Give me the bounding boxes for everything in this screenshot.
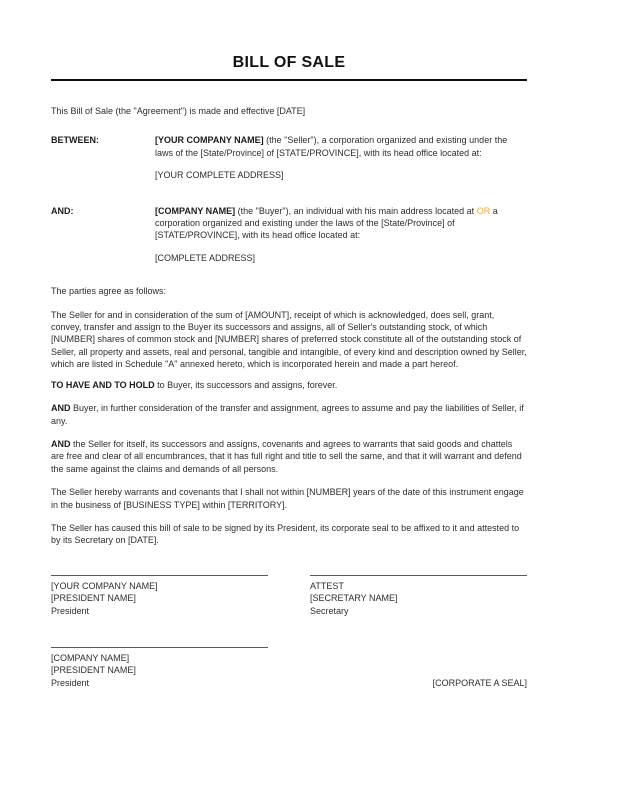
buyer-signature-area (51, 647, 268, 689)
between-section (51, 134, 527, 181)
attest-signature-area (310, 575, 527, 617)
buyer-signature-line (51, 647, 268, 648)
seller-party-description: (the "Seller"), a corporation organized and existing under the laws of the [State/Province] of [STATE/PROVINCE], with its head office located at: (155, 135, 508, 158)
consideration-paragraph (51, 309, 527, 371)
or-highlight: OR (476, 205, 491, 216)
intro-line: This Bill of Sale (the "Agreement") is made and effective [DATE] (51, 106, 306, 116)
noncompete-paragraph (51, 486, 527, 511)
signature-block-2 (51, 647, 527, 689)
secretary-name-line: [SECRETARY NAME] (310, 593, 398, 604)
habendum-text: to Buyer, its successors and assigns, forever. (154, 379, 338, 390)
between-label: BETWEEN: (51, 135, 99, 146)
corporate-seal-area (310, 647, 527, 689)
seller-party-text (155, 134, 527, 159)
execution-text: The Seller has caused this bill of sale to be signed by its President, its corporate seal to be affixed to it and attested to by its Secretary on [DATE]. (51, 522, 520, 546)
consideration-text: The Seller for and in consideration of the sum of [AMOUNT], receipt of which is acknowledged, does sell, grant, convey, transfer and assign to the Buyer its successors and assigns, all of Seller's outstanding stock, of which [NUMBER] shares of common stock and [NUMBER] shares of preferred stock constitute all of the outstanding stock of Seller, all property and assets, real and personal, tangible and intangible, of every kind and description owned by Seller, which are listed in Schedule "A" annexed hereto, which is incorporated herein and made a part hereof. (51, 309, 527, 370)
buyer-company-placeholder: [COMPANY NAME] (155, 205, 236, 216)
habendum-lead: TO HAVE AND TO HOLD (51, 379, 155, 390)
corporate-seal-placeholder: [CORPORATE A SEAL] (432, 677, 527, 688)
buyer-address-placeholder: [COMPLETE ADDRESS] (155, 252, 256, 263)
warranty-text: the Seller for itself, its successors and assigns, covenants and agrees to warrants that said goods and chattels are free and clear of all encumbrances, that it has full right and title to sell the same, and that it will warrant and defend the same against the claims and demands of all persons. (51, 438, 522, 474)
assumption-paragraph (51, 402, 527, 427)
seller-president-name-line: [PRESIDENT NAME] (51, 593, 136, 604)
seller-party-body (155, 134, 527, 181)
assumption-text: Buyer, in further consideration of the transfer and assignment, agrees to assume and pay the liabilities of Seller, if any. (51, 403, 524, 426)
seller-signature-area (51, 575, 268, 617)
execution-paragraph (51, 522, 527, 547)
and-label: AND: (51, 205, 74, 216)
attest-signature-line (310, 575, 527, 576)
buyer-president-title-line: President (51, 677, 90, 688)
warranty-paragraph (51, 438, 527, 475)
habendum-paragraph (51, 379, 527, 391)
title-divider (51, 79, 527, 81)
assumption-lead: AND (51, 403, 71, 414)
seller-president-title-line: President (51, 605, 90, 616)
buyer-party-body (155, 205, 527, 265)
buyer-company-sig-line: [COMPANY NAME] (51, 652, 130, 663)
secretary-title-line: Secretary (310, 605, 349, 616)
seller-signature-line (51, 575, 268, 576)
attest-label-line: ATTEST (310, 580, 344, 591)
agree-line: The parties agree as follows: (51, 286, 167, 297)
warranty-lead: AND (51, 438, 71, 449)
signature-block-1 (51, 575, 527, 617)
noncompete-text: The Seller hereby warrants and covenants that I shall not within [NUMBER] years of the date of this instrument engage in the business of [BUSINESS TYPE] within [TERRITORY]. (51, 487, 524, 510)
seller-address-placeholder: [YOUR COMPLETE ADDRESS] (155, 170, 284, 181)
and-section (51, 205, 527, 265)
seller-company-placeholder: [YOUR COMPANY NAME] (155, 135, 264, 146)
buyer-party-description-1: (the "Buyer"), an individual with his main address located at (235, 205, 477, 216)
buyer-party-text (155, 205, 527, 242)
page-title: BILL OF SALE (232, 54, 346, 71)
seller-company-sig-line: [YOUR COMPANY NAME] (51, 580, 158, 591)
buyer-party-description-2: a corporation organized and existing under the laws of the [State/Province] of [STATE/PROVINCE], with its head office located at: (155, 205, 498, 241)
buyer-president-name-line: [PRESIDENT NAME] (51, 665, 136, 676)
